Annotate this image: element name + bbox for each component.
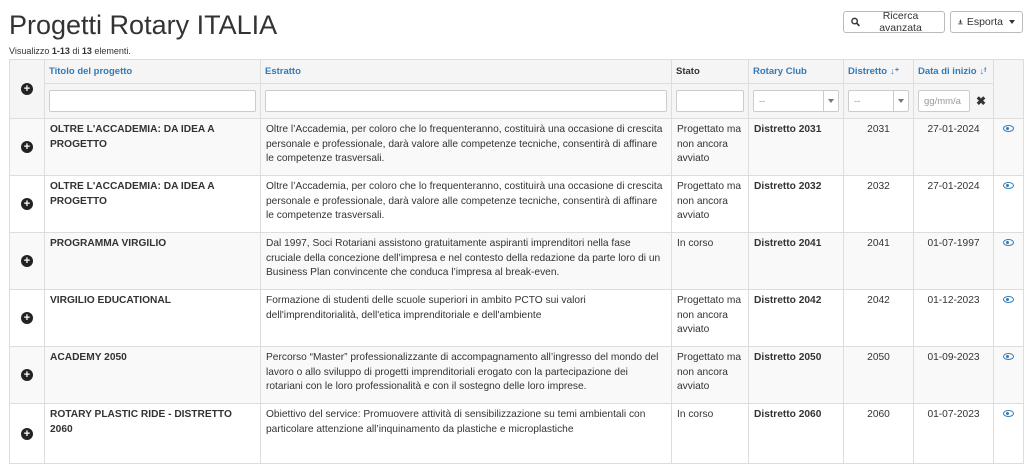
row-title: VIRGILIO EDUCATIONAL [45,290,261,347]
row-excerpt: Oltre l’Accademia, per coloro che lo frequenteranno, costituirà una occasione di crescita personale e professionale, darà valore alle competenze tecniche, consentirà di affinare le competenze trasversali. [261,119,672,176]
filter-date-input[interactable]: gg/mm/a [918,90,970,112]
row-view-cell[interactable] [994,119,1024,176]
col-header-district[interactable]: Distretto ↓⁺ [844,60,914,84]
plus-circle-icon[interactable]: + [21,312,33,324]
row-excerpt: Oltre l’Accademia, per coloro che lo frequenteranno, costituirà una occasione di crescita personale e professionale, darà valore alle competenze tecniche, consentirà di affinare le competenze trasversali. [261,176,672,233]
row-district: 2050 [844,347,914,404]
plus-circle-icon[interactable]: + [21,83,33,95]
row-title: OLTRE L'ACCADEMIA: DA IDEA A PROGETTO [45,119,261,176]
row-club: Distretto 2042 [749,290,844,347]
col-header-start-date[interactable]: Data di inizio ↓ᶠ [914,60,994,84]
filter-title-cell [45,84,261,119]
filter-excerpt-cell [261,84,672,119]
row-start-date: 01-07-1997 [914,233,994,290]
download-icon [958,17,963,27]
row-district: 2031 [844,119,914,176]
row-district: 2032 [844,176,914,233]
projects-table [9,59,1024,464]
plus-circle-icon[interactable]: + [21,198,33,210]
col-header-excerpt[interactable]: Estratto [261,60,672,84]
export-label: Esporta [966,16,1003,28]
actions-header [994,60,1024,119]
row-club: Distretto 2031 [749,119,844,176]
chevron-down-icon [828,99,834,103]
row-club: Distretto 2060 [749,404,844,464]
expand-all-cell[interactable] [10,60,45,119]
row-title: OLTRE L'ACCADEMIA: DA IDEA A PROGETTO [45,176,261,233]
row-status: Progettato ma non ancora avviato [672,119,749,176]
row-expand-cell[interactable] [10,119,45,176]
row-start-date: 01-12-2023 [914,290,994,347]
row-expand-cell[interactable] [10,233,45,290]
plus-circle-icon[interactable]: + [21,428,33,440]
plus-circle-icon[interactable]: + [21,369,33,381]
col-header-club[interactable]: Rotary Club [749,60,844,84]
row-title: PROGRAMMA VIRGILIO [45,233,261,290]
row-status: Progettato ma non ancora avviato [672,290,749,347]
eye-icon[interactable] [1003,296,1014,303]
row-excerpt: Percorso “Master” professionalizzante di accompagnamento all’ingresso del mondo del lavoro o allo sviluppo di progetti imprenditoriali erogato con la partecipazione dei rotariani con le loro professionalità e con il sostegno delle loro imprese. [261,347,672,404]
filter-title-input[interactable] [49,90,256,112]
advanced-search-button[interactable] [843,11,945,33]
col-header-title[interactable]: Titolo del progetto [45,60,261,84]
export-button[interactable] [950,11,1023,33]
filter-excerpt-input[interactable] [265,90,667,112]
row-status: Progettato ma non ancora avviato [672,347,749,404]
eye-icon[interactable] [1003,410,1014,417]
row-view-cell[interactable] [994,347,1024,404]
row-district: 2041 [844,233,914,290]
table-row [10,347,1024,404]
search-icon [851,17,860,27]
row-status: Progettato ma non ancora avviato [672,176,749,233]
table-row [10,233,1024,290]
row-title: ACADEMY 2050 [45,347,261,404]
row-start-date: 01-09-2023 [914,347,994,404]
row-status: In corso [672,404,749,464]
eye-icon[interactable] [1003,353,1014,360]
row-district: 2060 [844,404,914,464]
row-expand-cell[interactable] [10,290,45,347]
row-expand-cell[interactable] [10,176,45,233]
sort-desc-icon: ↓ᶠ [979,66,987,76]
filter-status-input[interactable] [676,90,744,112]
row-excerpt: Formazione di studenti delle scuole superiori in ambito PCTO sui valori dell'imprenditorialità, dell'etica imprenditoriale e dell'ambiente [261,290,672,347]
row-view-cell[interactable] [994,176,1024,233]
filter-club-cell [749,84,844,119]
table-row [10,404,1024,464]
row-expand-cell[interactable] [10,347,45,404]
chevron-down-icon [1009,20,1015,24]
row-view-cell[interactable] [994,290,1024,347]
filter-date-cell [914,84,994,119]
sort-asc-icon: ↓⁺ [890,66,900,76]
eye-icon[interactable] [1003,125,1014,132]
chevron-down-icon [898,99,904,103]
plus-circle-icon[interactable]: + [21,255,33,267]
row-view-cell[interactable] [994,404,1024,464]
row-title: ROTARY PLASTIC RIDE - DISTRETTO 2060 [45,404,261,464]
row-club: Distretto 2032 [749,176,844,233]
row-expand-cell[interactable] [10,404,45,464]
row-start-date: 27-01-2024 [914,119,994,176]
row-start-date: 01-07-2023 [914,404,994,464]
table-row [10,176,1024,233]
filter-district-cell [844,84,914,119]
col-header-status: Stato [672,60,749,84]
advanced-search-label: Ricerca avanzata [879,10,922,34]
row-view-cell[interactable] [994,233,1024,290]
filter-status-cell [672,84,749,119]
table-row [10,119,1024,176]
row-excerpt: Dal 1997, Soci Rotariani assistono gratuitamente aspiranti imprenditori nella fase cruciale della concezione dell’impresa e nel contesto della redazione da parte loro di un Business Plan convincente che conduca l’impresa al break-even. [261,233,672,290]
results-summary: Visualizzo 1-13 di 13 elementi. [9,46,131,56]
eye-icon[interactable] [1003,239,1014,246]
filter-club-select[interactable]: -- [753,90,839,112]
row-status: In corso [672,233,749,290]
row-excerpt: Obiettivo del service: Promuovere attività di sensibilizzazione su temi ambientali con particolare attenzione all’inquinamento da plastiche e microplastiche [261,404,672,464]
row-club: Distretto 2050 [749,347,844,404]
clear-date-icon[interactable]: ✖ [975,94,987,108]
table-row [10,290,1024,347]
eye-icon[interactable] [1003,182,1014,189]
page-title: Progetti Rotary ITALIA [9,10,278,40]
plus-circle-icon[interactable]: + [21,141,33,153]
filter-district-select[interactable]: -- [848,90,909,112]
row-club: Distretto 2041 [749,233,844,290]
row-district: 2042 [844,290,914,347]
row-start-date: 27-01-2024 [914,176,994,233]
